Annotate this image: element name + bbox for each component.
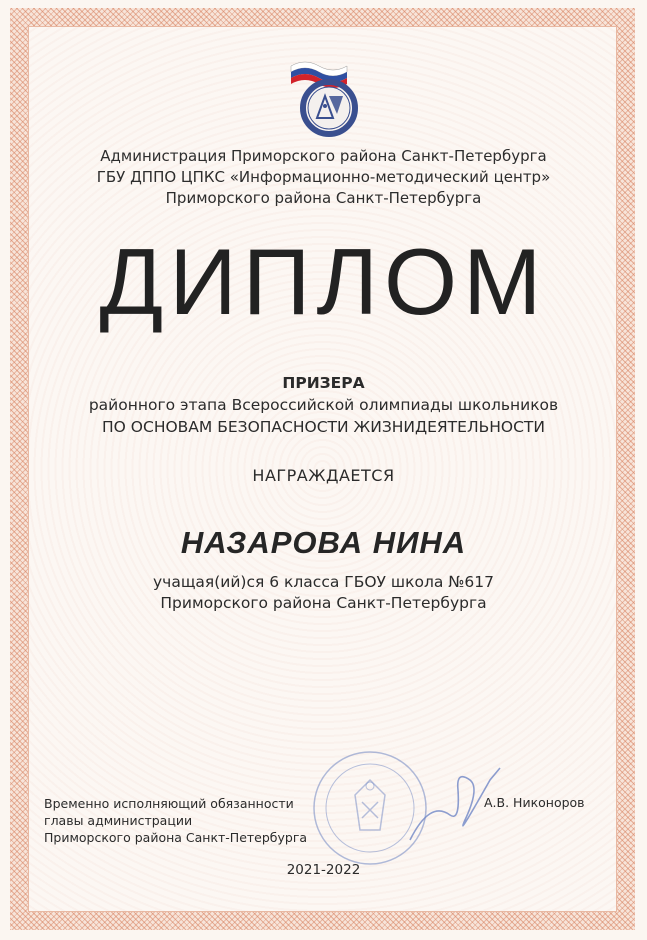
org-line-2: ГБУ ДППО ЦПКС «Информационно-методический центр» (96, 168, 551, 186)
diploma-title: ДИПЛОМ (99, 229, 548, 334)
academic-year: 2021-2022 (286, 862, 361, 878)
recipient-district: Приморского района Санкт-Петербурга (160, 594, 487, 612)
olympiad-emblem-icon (285, 52, 365, 142)
recipient-details (0, 572, 647, 614)
awarded-label: НАГРАЖДАЕТСЯ (252, 466, 395, 485)
signer-name: А.В. Никоноров (484, 795, 585, 810)
signer-position-line-1: Временно исполняющий обязанности (44, 796, 294, 811)
signer-position-line-2: главы администрации (44, 813, 193, 828)
org-line-3: Приморского района Санкт-Петербурга (165, 189, 482, 207)
award-description (0, 372, 647, 438)
signer-position (44, 795, 307, 846)
org-line-1: Администрация Приморского района Санкт-Петербурга (100, 147, 547, 165)
recipient-class: учащая(ий)ся 6 класса ГБОУ школа №617 (152, 573, 494, 591)
event-line-2: ПО ОСНОВАМ БЕЗОПАСНОСТИ ЖИЗНИДЕЯТЕЛЬНОСТИ (102, 418, 545, 436)
award-degree: ПРИЗЕРА (282, 374, 365, 392)
event-line-1: районного этапа Всероссийской олимпиады школьников (88, 396, 559, 414)
recipient-name: НАЗАРОВА НИНА (180, 525, 467, 560)
signer-position-line-3: Приморского района Санкт-Петербурга (44, 830, 308, 845)
organization-header (0, 146, 647, 209)
